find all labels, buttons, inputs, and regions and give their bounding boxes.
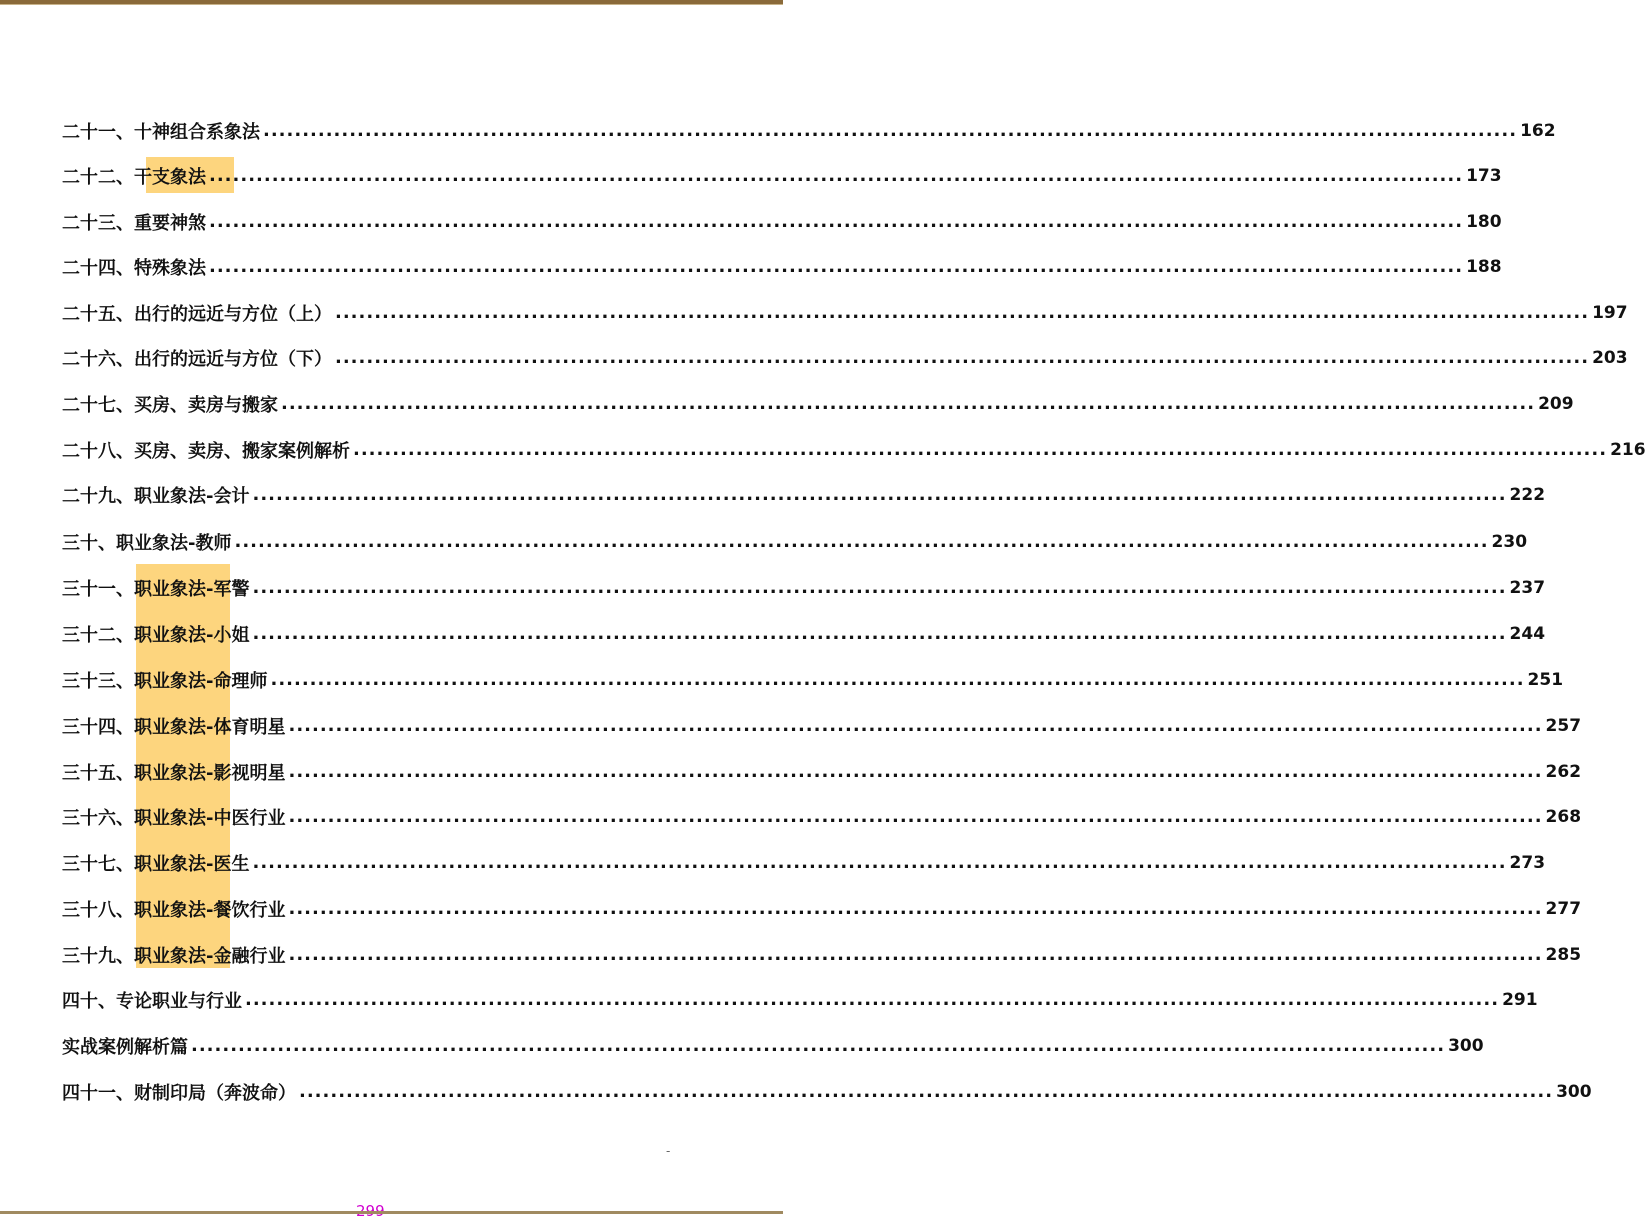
toc-entry-page: 216 bbox=[1610, 440, 1646, 460]
toc-entry[interactable] bbox=[62, 619, 1546, 649]
toc-entry[interactable] bbox=[62, 527, 1528, 557]
toc-entry-text: 职业象法-餐饮行业 bbox=[134, 900, 286, 921]
toc-leader-dots: ................................................................................................................................................................ bbox=[234, 531, 1489, 552]
toc-entry-title bbox=[62, 759, 285, 785]
toc-leader-dots: ................................................................................................................................................................ bbox=[252, 852, 1507, 873]
toc-entry-page: 237 bbox=[1509, 578, 1546, 598]
toc-leader-dots: ................................................................................................................................................................ bbox=[209, 211, 1464, 232]
toc-leader-dots: ................................................................................................................................................................ bbox=[263, 120, 1518, 141]
toc-entry-text: 职业象法-中医行业 bbox=[134, 808, 286, 829]
toc-entry-number: 二十二、 bbox=[62, 167, 134, 188]
toc-entry-page: 244 bbox=[1509, 624, 1546, 644]
toc-entry[interactable] bbox=[62, 480, 1546, 510]
toc-entry-number: 四十、 bbox=[62, 991, 116, 1012]
toc-entry[interactable] bbox=[62, 757, 1582, 787]
toc-entry-page: 257 bbox=[1545, 716, 1582, 736]
toc-entry-text: 职业象法-会计 bbox=[134, 486, 250, 507]
toc-entry-page: 173 bbox=[1466, 166, 1502, 186]
toc-leader-dots: ................................................................................................................................................................ bbox=[281, 393, 1536, 414]
toc-entry-page: 222 bbox=[1509, 485, 1546, 505]
toc-entry-text: 十神组合系象法 bbox=[134, 122, 260, 143]
toc-leader-dots: ................................................................................................................................................................ bbox=[335, 347, 1590, 368]
toc-entry-number: 三十二、 bbox=[62, 625, 134, 646]
toc-entry[interactable] bbox=[62, 207, 1502, 237]
toc-entry-number: 三十八、 bbox=[62, 900, 134, 921]
toc-entry-number: 二十四、 bbox=[62, 258, 134, 279]
toc-entry-text: 职业象法-影视明星 bbox=[134, 763, 286, 784]
toc-entry-number: 三十三、 bbox=[62, 671, 134, 692]
toc-entry-number: 三十六、 bbox=[62, 808, 134, 829]
toc-entry-title bbox=[62, 987, 242, 1013]
toc-entry-number: 三十五、 bbox=[62, 763, 134, 784]
toc-entry-title bbox=[62, 118, 260, 144]
toc-entry-page: 262 bbox=[1545, 762, 1582, 782]
toc-entry-page: 277 bbox=[1545, 899, 1582, 919]
toc-entry-title bbox=[62, 482, 249, 508]
toc-entry-text: 职业象法-医生 bbox=[134, 854, 250, 875]
toc-leader-dots: ................................................................................................................................................................ bbox=[288, 898, 1543, 919]
toc-entry[interactable] bbox=[62, 848, 1546, 878]
toc-entry[interactable] bbox=[62, 161, 1502, 191]
toc-entry-page: 180 bbox=[1466, 212, 1502, 232]
toc-entry-text: 出行的远近与方位（下） bbox=[134, 349, 332, 370]
toc-entry-title bbox=[62, 896, 285, 922]
toc-entry-number: 二十五、 bbox=[62, 304, 134, 325]
toc-entry-number: 二十三、 bbox=[62, 213, 134, 234]
toc-entry-page: 300 bbox=[1448, 1036, 1484, 1056]
toc-leader-dots: ................................................................................................................................................................ bbox=[288, 715, 1543, 736]
toc-entry-page: 188 bbox=[1466, 257, 1502, 277]
toc-entry-text: 职业象法-教师 bbox=[116, 533, 232, 554]
toc-entry-title bbox=[62, 529, 231, 555]
toc-entry-page: 203 bbox=[1592, 348, 1628, 368]
toc-entry-page: 230 bbox=[1491, 532, 1528, 552]
toc-entry[interactable] bbox=[62, 802, 1582, 832]
toc-entry-number: 三十九、 bbox=[62, 946, 134, 967]
toc-entry-text: 买房、卖房、搬家案例解析 bbox=[134, 441, 350, 462]
toc-entry-title bbox=[62, 391, 278, 417]
toc-entry-page: 273 bbox=[1509, 853, 1546, 873]
toc-leader-dots: ................................................................................................................................................................ bbox=[335, 302, 1590, 323]
toc-leader-dots: ................................................................................................................................................................ bbox=[353, 439, 1608, 460]
toc-entry-title bbox=[62, 575, 249, 601]
toc-leader-dots: ................................................................................................................................................................ bbox=[252, 577, 1507, 598]
toc-entry-text: 出行的远近与方位（上） bbox=[134, 304, 332, 325]
toc-entry-number: 三十七、 bbox=[62, 854, 134, 875]
toc-entry-text: 专论职业与行业 bbox=[116, 991, 242, 1012]
toc-entry[interactable] bbox=[62, 665, 1564, 695]
toc-entry-number: 二十八、 bbox=[62, 441, 134, 462]
toc-leader-dots: ................................................................................................................................................................ bbox=[191, 1035, 1446, 1056]
bottom-border bbox=[0, 1211, 783, 1214]
toc-entry-title bbox=[62, 667, 267, 693]
toc-entry-title bbox=[62, 254, 206, 280]
toc-entry-text: 买房、卖房与搬家 bbox=[134, 395, 278, 416]
toc-entry-page: 291 bbox=[1502, 990, 1538, 1010]
toc-entry-text: 重要神煞 bbox=[134, 213, 206, 234]
toc-entry[interactable] bbox=[62, 116, 1556, 146]
toc-entry[interactable] bbox=[62, 711, 1582, 741]
toc-leader-dots: ................................................................................................................................................................ bbox=[288, 806, 1543, 827]
toc-entry-title bbox=[62, 804, 285, 830]
toc-entry[interactable] bbox=[62, 343, 1628, 373]
toc-entry[interactable] bbox=[62, 389, 1574, 419]
toc-entry[interactable] bbox=[62, 298, 1628, 328]
toc-entry-title bbox=[62, 942, 285, 968]
toc-entry[interactable] bbox=[62, 1031, 1484, 1061]
toc-entry[interactable] bbox=[62, 985, 1538, 1015]
toc-entry-number: 二十九、 bbox=[62, 486, 134, 507]
toc-entry[interactable] bbox=[62, 1077, 1592, 1107]
toc-entry-text: 职业象法-命理师 bbox=[134, 671, 268, 692]
toc-entry[interactable] bbox=[62, 940, 1582, 970]
toc-entry-page: 285 bbox=[1545, 945, 1582, 965]
toc-leader-dots: ................................................................................................................................................................ bbox=[252, 484, 1507, 505]
toc-leader-dots: ................................................................................................................................................................ bbox=[288, 944, 1543, 965]
toc-entry-number: 三十、 bbox=[62, 533, 116, 554]
toc-entry-title bbox=[62, 345, 332, 371]
toc-entry-page: 300 bbox=[1556, 1082, 1592, 1102]
toc-entry[interactable] bbox=[62, 894, 1582, 924]
toc-entry-text: 实战案例解析篇 bbox=[62, 1037, 188, 1058]
toc-entry[interactable] bbox=[62, 252, 1502, 282]
toc-entry-number: 三十一、 bbox=[62, 579, 134, 600]
toc-entry-number: 二十六、 bbox=[62, 349, 134, 370]
toc-entry-page: 268 bbox=[1545, 807, 1582, 827]
toc-entry[interactable] bbox=[62, 573, 1546, 603]
toc-entry-title bbox=[62, 850, 249, 876]
toc-entry-text: 职业象法-金融行业 bbox=[134, 946, 286, 967]
toc-leader-dots: ................................................................................................................................................................ bbox=[252, 623, 1507, 644]
toc-entry-page: 209 bbox=[1538, 394, 1574, 414]
toc-leader-dots: ................................................................................................................................................................ bbox=[299, 1081, 1554, 1102]
toc-entry-title bbox=[62, 1033, 188, 1059]
toc-entry-text: 财制印局（奔波命） bbox=[134, 1083, 296, 1104]
toc-leader-dots: ................................................................................................................................................................ bbox=[288, 761, 1543, 782]
toc-entry-text: 干支象法 bbox=[134, 167, 206, 188]
toc-leader-dots: ................................................................................................................................................................ bbox=[270, 669, 1525, 690]
toc-entry-page: 197 bbox=[1592, 303, 1628, 323]
toc-leader-dots: ................................................................................................................................................................ bbox=[209, 256, 1464, 277]
toc-entry-number: 二十七、 bbox=[62, 395, 134, 416]
toc-entry-number: 二十一、 bbox=[62, 122, 134, 143]
toc-entry-title bbox=[62, 713, 285, 739]
toc-entry-title bbox=[62, 163, 206, 189]
toc-entry-text: 职业象法-小姐 bbox=[134, 625, 250, 646]
toc-leader-dots: ................................................................................................................................................................ bbox=[245, 989, 1500, 1010]
toc-entry[interactable] bbox=[62, 435, 1646, 465]
toc-entry-page: 251 bbox=[1527, 670, 1564, 690]
toc-entry-text: 职业象法-体育明星 bbox=[134, 717, 286, 738]
toc-entry-number: 四十一、 bbox=[62, 1083, 134, 1104]
toc-entry-text: 职业象法-军警 bbox=[134, 579, 250, 600]
toc-entry-number: 三十四、 bbox=[62, 717, 134, 738]
corner-mark: - bbox=[666, 1144, 671, 1158]
toc-entry-title bbox=[62, 621, 249, 647]
toc-entry-title bbox=[62, 1079, 296, 1105]
toc-leader-dots: ................................................................................................................................................................ bbox=[209, 165, 1464, 186]
toc-entry-text: 特殊象法 bbox=[134, 258, 206, 279]
toc-entry-page: 162 bbox=[1520, 121, 1556, 141]
top-border bbox=[0, 0, 783, 5]
toc-entry-title bbox=[62, 437, 350, 463]
toc-entry-title bbox=[62, 300, 332, 326]
toc-entry-title bbox=[62, 209, 206, 235]
